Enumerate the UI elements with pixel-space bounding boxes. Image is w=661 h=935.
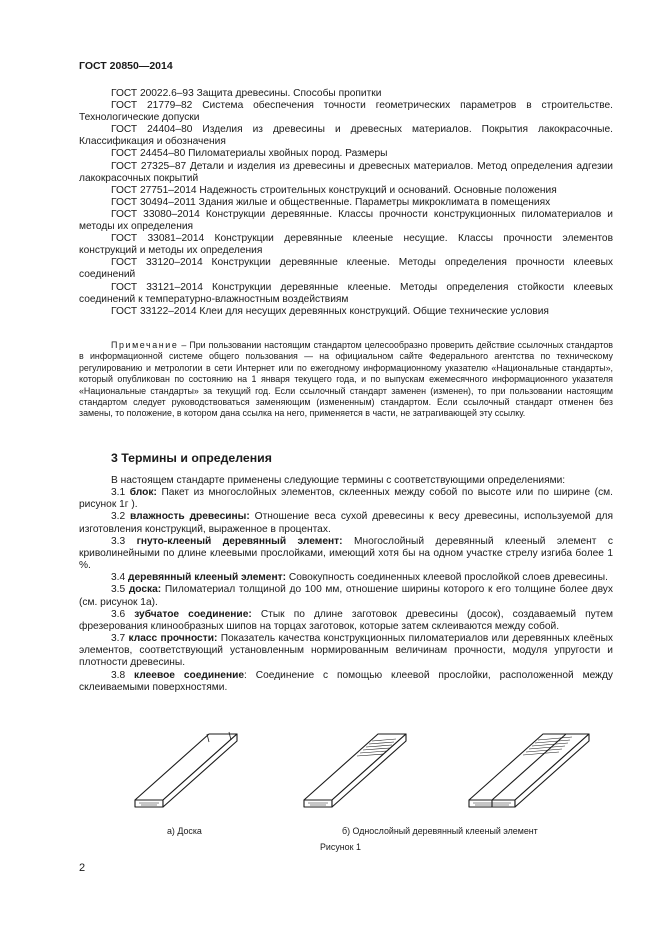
reference-item: ГОСТ 30494–2011 Здания жилые и общественные. Параметры микроклимата в помещениях: [111, 196, 551, 208]
term-item: 3.7 класс прочности: Показатель качества конструкционных пиломатериалов или деревянных клеёных элементов, соответствующий установленным нормированным величинам прочности, модуля упругости и плотности древесины.: [79, 633, 613, 669]
figure-title: Рисунок 1: [320, 842, 361, 852]
note-paragraph: [79, 340, 613, 420]
term-name: влажность древесины:: [130, 511, 250, 523]
reference-item: ГОСТ 33081–2014 Конструкции деревянные клееные несущие. Классы прочности элементов конструкций и методы их определения: [79, 233, 613, 257]
reference-item: ГОСТ 33122–2014 Клеи для несущих деревянных конструкций. Общие технические условия: [111, 305, 549, 317]
figure-1-drawing: [79, 728, 613, 838]
term-name: блок:: [129, 487, 157, 499]
figure-caption-a: а) Доска: [167, 826, 202, 836]
board-b-illustration: [304, 734, 406, 807]
term-name: гнуто-клееный деревянный элемент:: [136, 535, 343, 547]
term-name: зубчатое соединение:: [134, 608, 252, 620]
term-name: клеевое соединение: [134, 669, 245, 681]
term-item: 3.4 деревянный клееный элемент: Совокупность соединенных клеевой прослойкой слоев древесины.: [111, 572, 608, 584]
figure-1: [79, 728, 613, 838]
board-a-illustration: [135, 732, 237, 807]
term-item: 3.6 зубчатое соединение: Стык по длине заготовок древесины (досок), создаваемый путем фрезерования клинообразных шипов на торцах заготовок, которые затем склеиваются между собой.: [79, 608, 613, 632]
figure-caption-b: б) Однослойный деревянный клееный элемент: [342, 826, 538, 836]
term-name: деревянный клееный элемент:: [128, 572, 287, 584]
reference-item: ГОСТ 33120–2014 Конструкции деревянные клееные. Методы определения прочности клеевых соединений: [79, 257, 613, 281]
note-text: – При пользовании настоящим стандартом целесообразно проверить действие ссылочных стандартов в информационной системе общего пользования — на официальном сайте Федерального агентства по техническому регулированию и метрологии в сети Интернет или по ежегодному информационному указателю «Национальные стандарты», который опубликован по состоянию на 1 января текущего года, и по выпускам ежемесячного информационного указателя «Национальные стандарты» за текущий год. Если ссылочный стандарт заменен (изменен), то при пользовании настоящим стандартом следует руководствоваться заменяющим (измененным) стандартом. Если ссылочный стандарт отменен без замены, то положение, в котором дана ссылка на него, применяется в части, не затрагивающей эту ссылку.: [79, 340, 613, 419]
document-header: ГОСТ 20850—2014: [79, 60, 173, 72]
reference-item: ГОСТ 21779–82 Система обеспечения точности геометрических параметров в строительстве. Технологические допуски: [79, 100, 613, 124]
reference-item: ГОСТ 33080–2014 Конструкции деревянные. Классы прочности конструкционных пиломатериалов и методы их определения: [79, 208, 613, 233]
term-item: 3.3 гнуто-клееный деревянный элемент: Многослойный деревянный клееный элемент с криволинейными по длине клеевыми прослойками, имеющий хотя бы на одном участке стрелу изгиба более 1 %.: [79, 535, 613, 572]
board-c-illustration: [469, 734, 589, 807]
reference-item: ГОСТ 20022.6–93 Защита древесины. Способы пропитки: [111, 88, 382, 99]
reference-item: ГОСТ 27325–87 Детали и изделия из древесины и древесных материалов. Метод определения адгезии лакокрасочных покрытий: [79, 160, 613, 184]
term-item: 3.2 влажность древесины: Отношение веса сухой древесины к весу древесины, используемой для изготовления конструкций, выраженное в процентах.: [79, 511, 613, 535]
page-number: 2: [79, 862, 86, 874]
term-item: 3.5 доска: Пиломатериал толщиной до 100 мм, отношение ширины которого к его толщине более двух (см. рисунок 1а).: [79, 584, 613, 608]
term-name: класс прочности:: [128, 633, 218, 645]
terms-body: [79, 475, 613, 694]
reference-item: ГОСТ 27751–2014 Надежность строительных конструкций и оснований. Основные положения: [111, 184, 557, 196]
intro-text: В настоящем стандарте применены следующие термины с соответствующими определениями:: [111, 475, 566, 486]
reference-item: ГОСТ 33121–2014 Конструкции деревянные клееные. Методы определения стойкости клеевых соединений к температурно-влажностным воздействиям: [79, 281, 613, 305]
section-title: 3 Термины и определения: [111, 451, 272, 465]
reference-item: ГОСТ 24454–80 Пиломатериалы хвойных пород. Размеры: [111, 148, 388, 160]
reference-item: ГОСТ 24404–80 Изделия из древесины и древесных материалов. Покрытия лакокрасочные. Классификация и обозначения: [79, 124, 613, 148]
term-item: 3.1 блок: Пакет из многослойных элементов, склеенных между собой по высоте или по ширине (см. рисунок 1г ).: [79, 487, 614, 511]
term-name: доска:: [128, 584, 162, 596]
note-lead: Примечание: [111, 340, 179, 350]
normative-references-list: [79, 88, 613, 318]
term-item: 3.8 клеевое соединение: Соединение с помощью клеевой прослойки, расположенной между склеиваемыми поверхностями.: [79, 669, 613, 693]
